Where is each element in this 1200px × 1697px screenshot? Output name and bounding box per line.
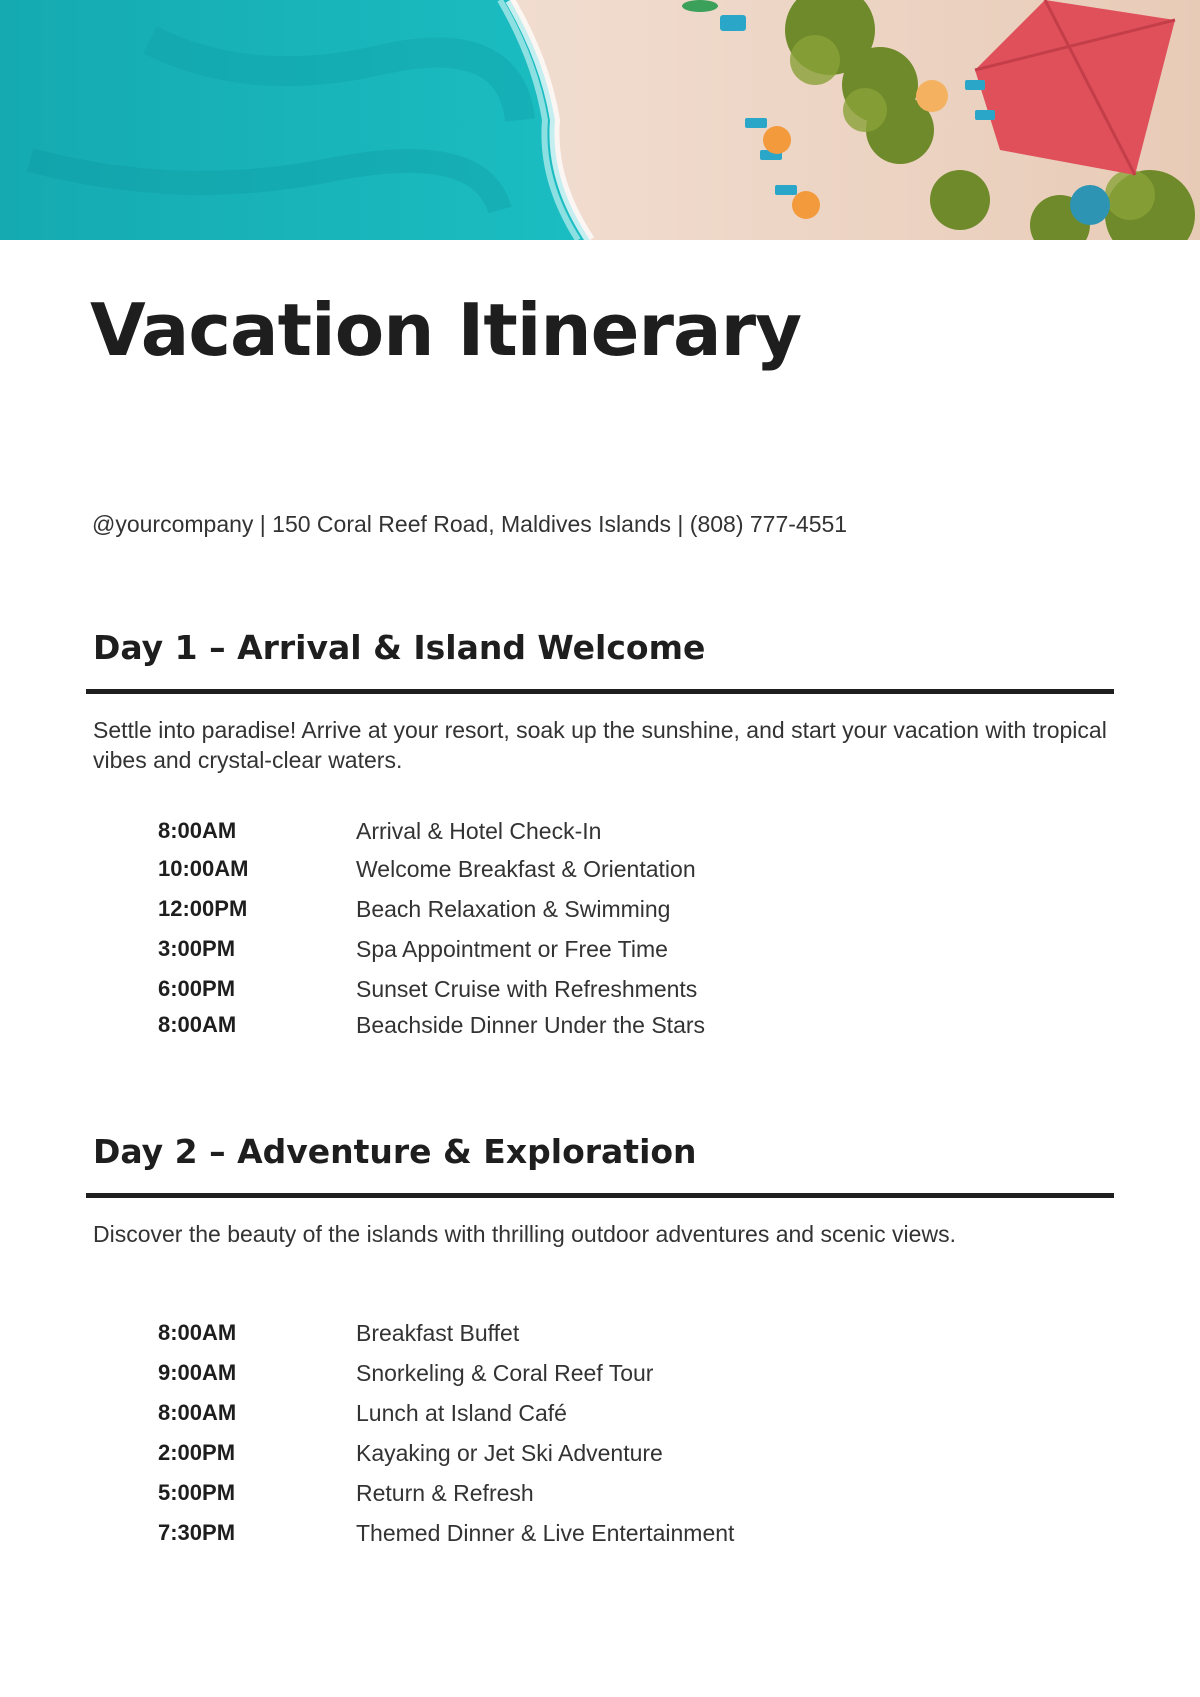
schedule-row (158, 818, 958, 848)
schedule-activity: Beach Relaxation & Swimming (356, 896, 671, 922)
schedule-time: 7:30PM (158, 1520, 236, 1545)
schedule-row (158, 1400, 958, 1430)
schedule-activity: Welcome Breakfast & Orientation (356, 856, 696, 882)
schedule-time: 8:00AM (158, 1012, 237, 1037)
schedule-time: 3:00PM (158, 936, 236, 961)
schedule-time: 8:00AM (158, 1400, 237, 1425)
schedule-activity: Arrival & Hotel Check-In (356, 818, 602, 844)
day-1-heading: Day 1 – Arrival & Island Welcome (93, 628, 706, 667)
schedule-row (158, 936, 958, 966)
schedule-row (158, 1360, 958, 1390)
schedule-activity: Return & Refresh (356, 1480, 534, 1506)
hero-beach-image (0, 0, 1200, 240)
schedule-time: 6:00PM (158, 976, 236, 1001)
schedule-row (158, 976, 958, 1006)
schedule-row (158, 1320, 958, 1350)
day-1-intro: Settle into paradise! Arrive at your resort, soak up the sunshine, and start your vacation with tropical vibes and crystal-clear waters. (93, 717, 1107, 773)
schedule-time: 12:00PM (158, 896, 248, 921)
schedule-activity: Snorkeling & Coral Reef Tour (356, 1360, 654, 1386)
schedule-activity: Kayaking or Jet Ski Adventure (356, 1440, 663, 1466)
schedule-row (158, 1440, 958, 1470)
schedule-time: 5:00PM (158, 1480, 236, 1505)
schedule-row (158, 856, 958, 886)
schedule-time: 2:00PM (158, 1440, 236, 1465)
schedule-time: 8:00AM (158, 1320, 237, 1345)
schedule-activity: Themed Dinner & Live Entertainment (356, 1520, 735, 1546)
schedule-activity: Lunch at Island Café (356, 1400, 567, 1426)
schedule-activity: Sunset Cruise with Refreshments (356, 976, 698, 1002)
schedule-row (158, 1012, 958, 1042)
day-2-heading: Day 2 – Adventure & Exploration (93, 1132, 697, 1171)
schedule-row (158, 1480, 958, 1510)
day-2-divider (86, 1193, 1114, 1198)
schedule-time: 9:00AM (158, 1360, 237, 1385)
day-2-intro: Discover the beauty of the islands with thrilling outdoor adventures and scenic views. (93, 1221, 956, 1247)
day-1-divider (86, 689, 1114, 694)
schedule-time: 8:00AM (158, 818, 237, 843)
schedule-activity: Beachside Dinner Under the Stars (356, 1012, 706, 1038)
schedule-activity: Spa Appointment or Free Time (356, 936, 668, 962)
schedule-row (158, 896, 958, 926)
page-title: Vacation Itinerary (90, 288, 802, 372)
schedule-time: 10:00AM (158, 856, 249, 881)
schedule-activity: Breakfast Buffet (356, 1320, 520, 1346)
schedule-row (158, 1520, 958, 1550)
contact-line: @yourcompany | 150 Coral Reef Road, Maldives Islands | (808) 777-4551 (92, 511, 848, 537)
